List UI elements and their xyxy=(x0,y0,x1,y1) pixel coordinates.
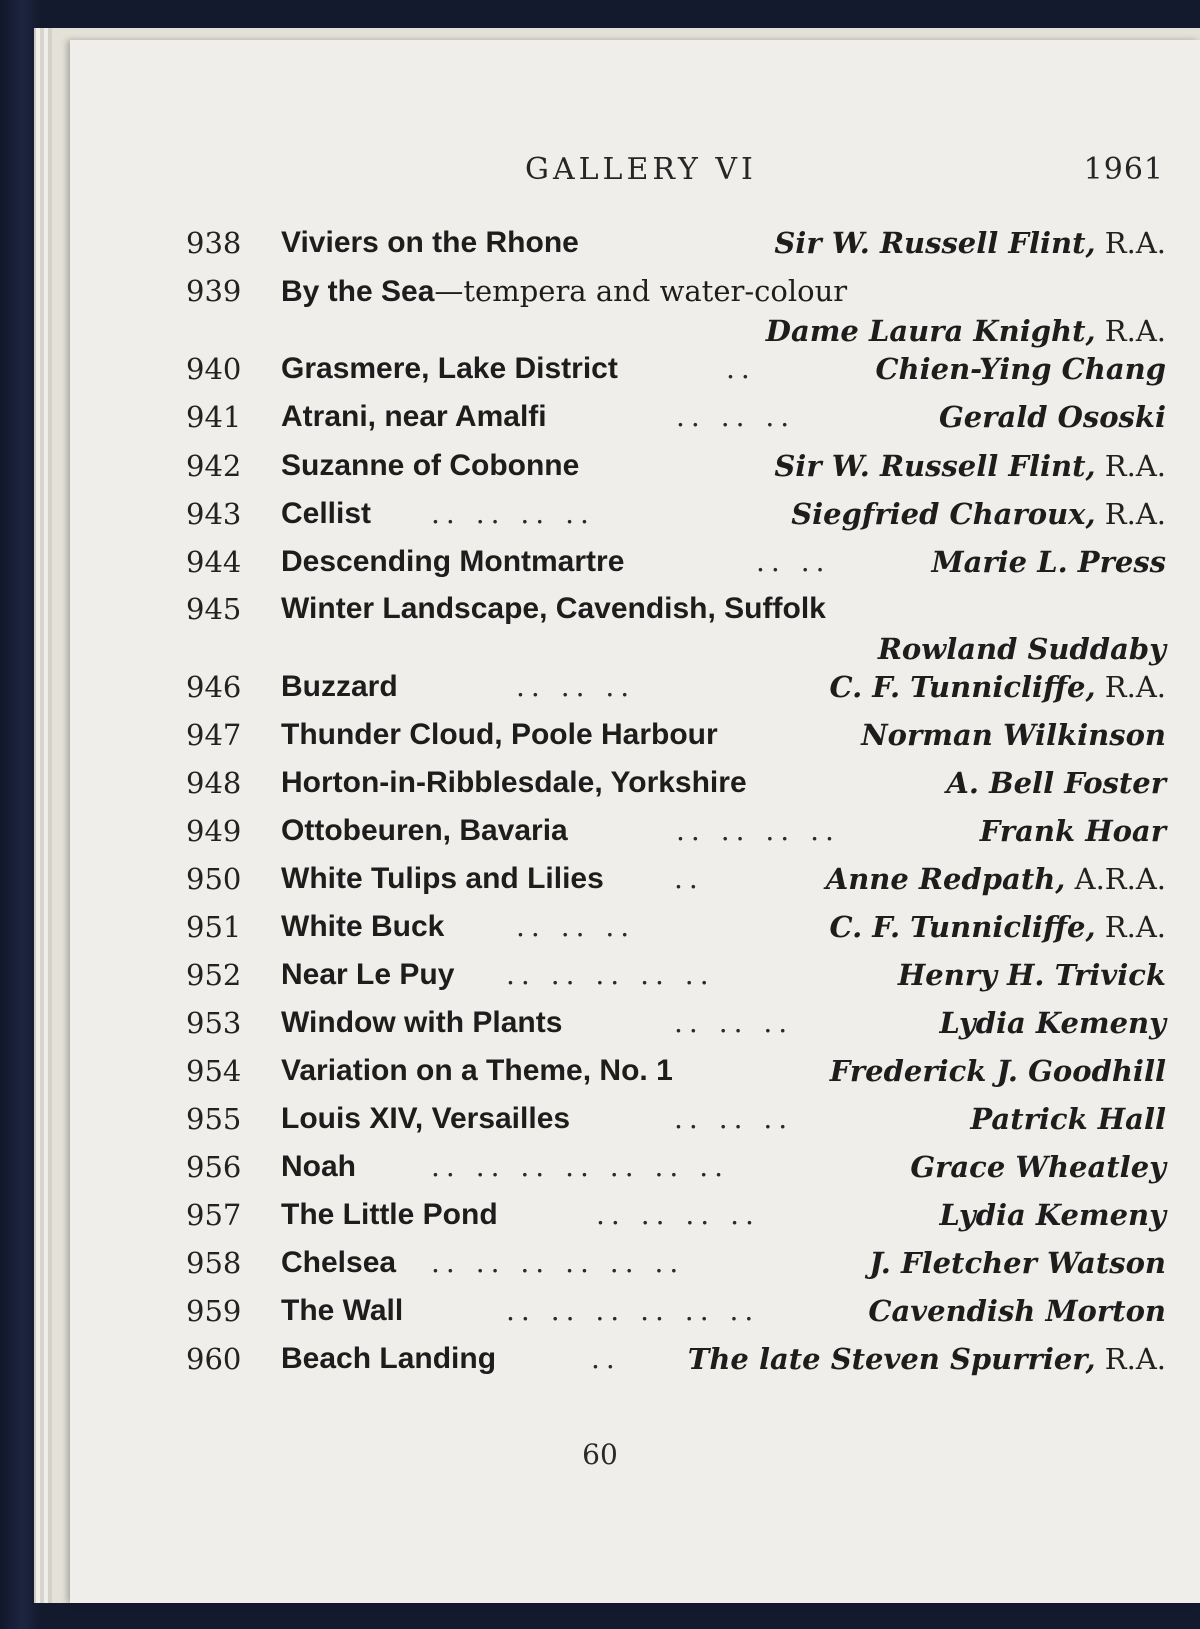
entry-title: Viviers on the Rhone xyxy=(281,226,579,259)
entry-artist: C. F. Tunnicliffe, R.A. xyxy=(829,670,1166,704)
entry-artist: Chien-Ying Chang xyxy=(875,352,1166,386)
entry-title: Horton-in-Ribblesdale, Yorkshire xyxy=(281,766,747,799)
catalogue-entry xyxy=(186,670,1166,710)
entry-number: 949 xyxy=(186,814,242,848)
entry-number: 938 xyxy=(186,226,242,260)
leader-dots: .. .. .. xyxy=(674,1102,794,1135)
catalogue-entry xyxy=(186,274,1166,354)
entry-artist: Patrick Hall xyxy=(970,1102,1166,1136)
entry-artist: Sir W. Russell Flint, R.A. xyxy=(774,226,1166,260)
entry-artist: J. Fletcher Watson xyxy=(869,1246,1166,1280)
entry-title: White Tulips and Lilies xyxy=(281,862,604,895)
entry-title: Suzanne of Cobonne xyxy=(281,449,580,482)
entry-artist: Henry H. Trivick xyxy=(897,958,1166,992)
entry-title: Window with Plants xyxy=(281,1006,563,1039)
entry-number: 959 xyxy=(186,1294,242,1328)
entry-artist: Gerald Ososki xyxy=(938,400,1166,434)
entry-title: Descending Montmartre xyxy=(281,545,625,578)
entry-title: The Little Pond xyxy=(281,1198,498,1231)
catalogue-entry xyxy=(186,1054,1166,1094)
entry-number: 946 xyxy=(186,670,242,704)
entry-artist: Lydia Kemeny xyxy=(939,1198,1166,1232)
catalogue-entry xyxy=(186,958,1166,998)
leader-dots: .. .. .. .. .. xyxy=(506,958,715,991)
entry-number: 954 xyxy=(186,1054,242,1088)
entry-number: 948 xyxy=(186,766,242,800)
entry-title: Grasmere, Lake District xyxy=(281,352,618,385)
catalogue-entry xyxy=(186,718,1166,758)
entry-artist: Marie L. Press xyxy=(931,545,1166,579)
entry-artist: C. F. Tunnicliffe, R.A. xyxy=(829,910,1166,944)
entry-artist: Cavendish Morton xyxy=(868,1294,1166,1328)
entry-title: Cellist xyxy=(281,497,372,530)
catalogue-year: 1961 xyxy=(1083,152,1164,187)
catalogue-entry xyxy=(186,910,1166,950)
entry-title: By the Sea—tempera and water-colour xyxy=(281,274,848,308)
catalogue-entry xyxy=(186,1006,1166,1046)
entry-title: Beach Landing xyxy=(281,1342,497,1375)
entry-number: 942 xyxy=(186,449,242,483)
entry-title: Winter Landscape, Cavendish, Suffolk xyxy=(281,592,826,625)
entry-artist: Dame Laura Knight, R.A. xyxy=(765,314,1166,348)
entry-title: Near Le Puy xyxy=(281,958,455,991)
catalogue-entry xyxy=(186,352,1166,392)
entry-artist: Grace Wheatley xyxy=(910,1150,1166,1184)
entry-number: 956 xyxy=(186,1150,242,1184)
leader-dots: .. .. .. xyxy=(676,400,796,433)
catalogue-entry xyxy=(186,449,1166,489)
leader-dots: .. .. .. xyxy=(516,910,636,943)
entry-artist: Anne Redpath, A.R.A. xyxy=(825,862,1166,896)
catalogue-entry xyxy=(186,226,1166,266)
entry-title: Louis XIV, Versailles xyxy=(281,1102,571,1135)
leader-dots: .. xyxy=(726,352,756,385)
catalogue-entry xyxy=(186,1342,1166,1382)
entry-number: 941 xyxy=(186,400,242,434)
catalogue-entry xyxy=(186,1198,1166,1238)
leader-dots: .. xyxy=(591,1342,621,1375)
entry-artist: Norman Wilkinson xyxy=(861,718,1166,752)
entry-title: Ottobeuren, Bavaria xyxy=(281,814,568,847)
catalogue-entry xyxy=(186,1102,1166,1142)
entry-title: Variation on a Theme, No. 1 xyxy=(281,1054,673,1087)
gallery-title: GALLERY VI xyxy=(525,152,757,187)
entry-title: Noah xyxy=(281,1150,356,1183)
leader-dots: .. .. .. .. xyxy=(596,1198,760,1231)
entry-title: Atrani, near Amalfi xyxy=(281,400,547,433)
entry-number: 960 xyxy=(186,1342,242,1376)
catalogue-entry xyxy=(186,1246,1166,1286)
leader-dots: .. .. .. .. xyxy=(431,497,595,530)
page-number: 60 xyxy=(582,1438,618,1471)
leader-dots: .. .. .. .. .. .. xyxy=(431,1246,685,1279)
entry-number: 951 xyxy=(186,910,242,944)
entry-artist: Lydia Kemeny xyxy=(939,1006,1166,1040)
leader-dots: .. .. .. .. .. .. .. xyxy=(431,1150,730,1183)
catalogue-entry xyxy=(186,1150,1166,1190)
leader-dots: .. .. .. .. xyxy=(676,814,840,847)
entry-title: Buzzard xyxy=(281,670,398,703)
catalogue-entry xyxy=(186,400,1166,440)
catalogue-entry xyxy=(186,766,1166,806)
catalogue-entry xyxy=(186,862,1166,902)
leader-dots: .. .. .. xyxy=(674,1006,794,1039)
entry-number: 952 xyxy=(186,958,242,992)
entry-artist: Sir W. Russell Flint, R.A. xyxy=(774,449,1166,483)
entry-title: Thunder Cloud, Poole Harbour xyxy=(281,718,718,751)
entry-number: 957 xyxy=(186,1198,242,1232)
entry-number: 945 xyxy=(186,592,242,626)
entry-number: 955 xyxy=(186,1102,242,1136)
entry-title: Chelsea xyxy=(281,1246,397,1279)
entry-number: 953 xyxy=(186,1006,242,1040)
entry-number: 947 xyxy=(186,718,242,752)
entry-number: 950 xyxy=(186,862,242,896)
entry-artist: A. Bell Foster xyxy=(946,766,1166,800)
entry-number: 940 xyxy=(186,352,242,386)
leader-dots: .. xyxy=(674,862,704,895)
leader-dots: .. .. .. xyxy=(516,670,636,703)
entry-artist: Frank Hoar xyxy=(979,814,1166,848)
catalogue-entry xyxy=(186,1294,1166,1334)
catalogue-entry xyxy=(186,497,1166,537)
entry-artist: The late Steven Spurrier, R.A. xyxy=(687,1342,1166,1376)
entry-artist: Siegfried Charoux, R.A. xyxy=(791,497,1166,531)
entry-number: 939 xyxy=(186,274,242,308)
catalogue-entry xyxy=(186,545,1166,585)
entry-number: 943 xyxy=(186,497,242,531)
entry-number: 944 xyxy=(186,545,242,579)
leader-dots: .. .. .. .. .. .. xyxy=(506,1294,760,1327)
entry-title: White Buck xyxy=(281,910,445,943)
entry-artist: Rowland Suddaby xyxy=(877,632,1166,666)
leader-dots: .. .. xyxy=(756,545,831,578)
entry-title: The Wall xyxy=(281,1294,404,1327)
catalogue-entry xyxy=(186,814,1166,854)
entry-artist: Frederick J. Goodhill xyxy=(829,1054,1166,1088)
entry-number: 958 xyxy=(186,1246,242,1280)
entry-medium: —tempera and water-colour xyxy=(434,274,848,308)
catalogue-entry xyxy=(186,592,1166,672)
